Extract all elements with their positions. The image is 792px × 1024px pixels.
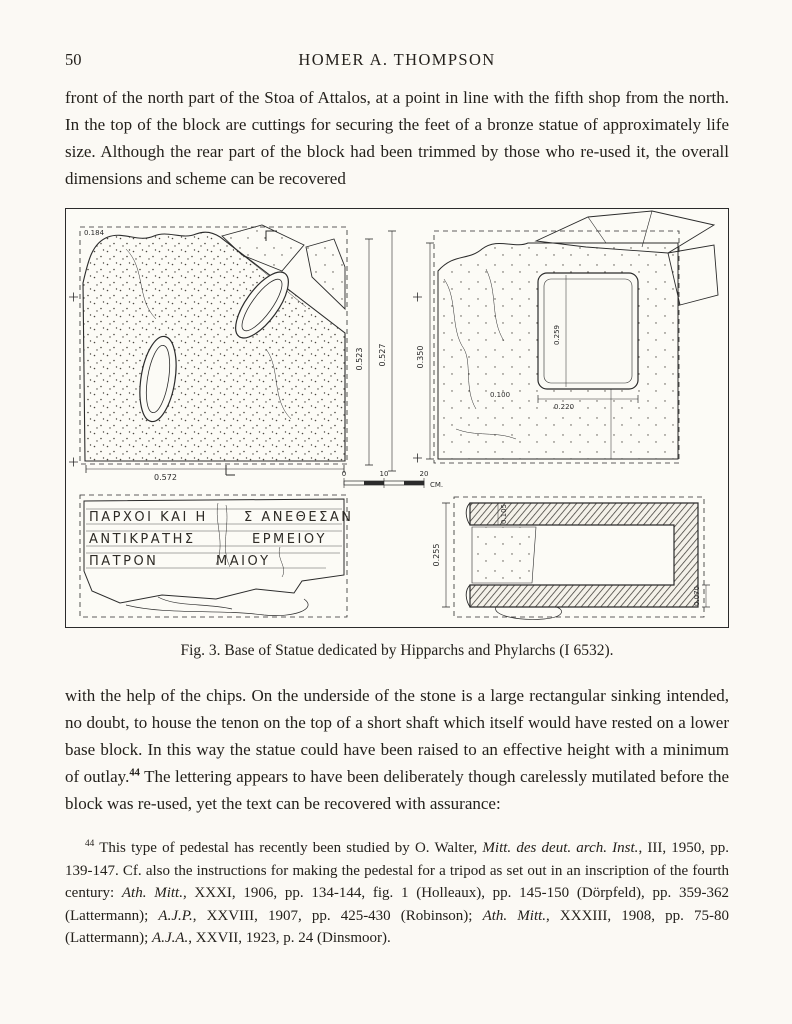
scale-unit-label: CM. bbox=[430, 481, 444, 489]
page-number: 50 bbox=[65, 50, 82, 69]
footnote-44: $^{44}$ This type of pedestal has recently been studied by O. Walter, Mitt. des deut. arch. Inst., III, 1950, pp. 139-147. Cf. also the instructions for making the pedestal for a tripod as set out in an inscription of the fourth century: Ath. Mitt., XXXI, 1906, pp. 134-144, fig. 1 (Holleaux), pp. 145-150 (Dörpfeld), pp. 359-362 (Lattermann); A.J.P., XXVIII, 1907, pp. 425-430 (Robinson); Ath. Mitt., XXXIII, 1908, pp. 75-80 (Lattermann); A.J.A., XXVII, 1923, p. 24 (Dinsmoor). bbox=[65, 839, 729, 946]
paragraph-2: with the help of the chips. On the underside of the stone is a large rectangular sinking intended, no doubt, to house the tenon on the top of a short shaft which itself would have rested on a lower base block. In this way the statue could have been raised to an effective height with a minimum of outlay.$^{44}$ The lettering appears to have been deliberately though carelessly mutilated before the block was re-used, yet the text can be recovered with assurance: bbox=[65, 686, 729, 813]
inscription-line3-right: ΜΑΙΟΥ bbox=[216, 554, 271, 569]
dim-elev-cut-height: 0.259 bbox=[553, 324, 561, 346]
scale-twenty-label: 20 bbox=[419, 470, 429, 478]
scale-zero-label: 0 bbox=[341, 470, 347, 478]
dim-underside-sink: 0.070 bbox=[693, 585, 701, 607]
figure-caption: Fig. 3. Base of Statue dedicated by Hipparchs and Phylarchs (I 6532). bbox=[180, 642, 614, 659]
dim-elev-cut-offset: 0.100 bbox=[490, 391, 511, 399]
inscription-line3-left: ΠΑΤΡΟΝ bbox=[89, 554, 159, 569]
running-title: HOMER A. THOMPSON bbox=[298, 50, 496, 69]
dim-plan-width: 0.572 bbox=[154, 473, 177, 482]
dim-elev-height: 0.350 bbox=[416, 345, 425, 369]
inscription-line2-left: ΑΝΤΙΚΡΑΤΗΣ bbox=[89, 532, 196, 547]
dim-elev-total-height: 0.527 bbox=[378, 343, 387, 367]
dim-underside-band: 0.105 bbox=[500, 503, 508, 525]
inscription-line2-right: ΕΡΜΕΙΟΥ bbox=[252, 532, 327, 547]
page-header bbox=[65, 50, 729, 72]
dim-elev-cut-width: 0.220 bbox=[554, 403, 575, 411]
dim-plan-corner: 0.184 bbox=[84, 229, 105, 237]
figure-plan-top bbox=[69, 225, 347, 475]
figure-scale-bar bbox=[344, 478, 424, 488]
paragraph-1: front of the north part of the Stoa of Attalos, at a point in line with the fifth shop from the north. In the top of the block are cuttings for securing the feet of a bronze statue of approximately life size. Although the rear part of the block had been trimmed by those who re-used it, the overall dimensions and scheme can be recovered bbox=[65, 88, 729, 188]
inscription-line1-right: Σ ΑΝΕΘΕΣΑΝ bbox=[244, 510, 354, 525]
figure-box bbox=[65, 208, 729, 628]
inscription-line1-left: ΠΑΡΧΟΙ ΚΑΙ Η bbox=[89, 510, 208, 525]
scale-ten-label: 10 bbox=[379, 470, 389, 478]
figure-3 bbox=[65, 208, 729, 660]
figure-drawing bbox=[66, 209, 720, 627]
figure-underside bbox=[442, 497, 710, 619]
figure-elevation bbox=[413, 211, 718, 463]
dim-underside-height: 0.255 bbox=[432, 543, 441, 567]
dim-plan-height: 0.523 bbox=[355, 347, 364, 371]
